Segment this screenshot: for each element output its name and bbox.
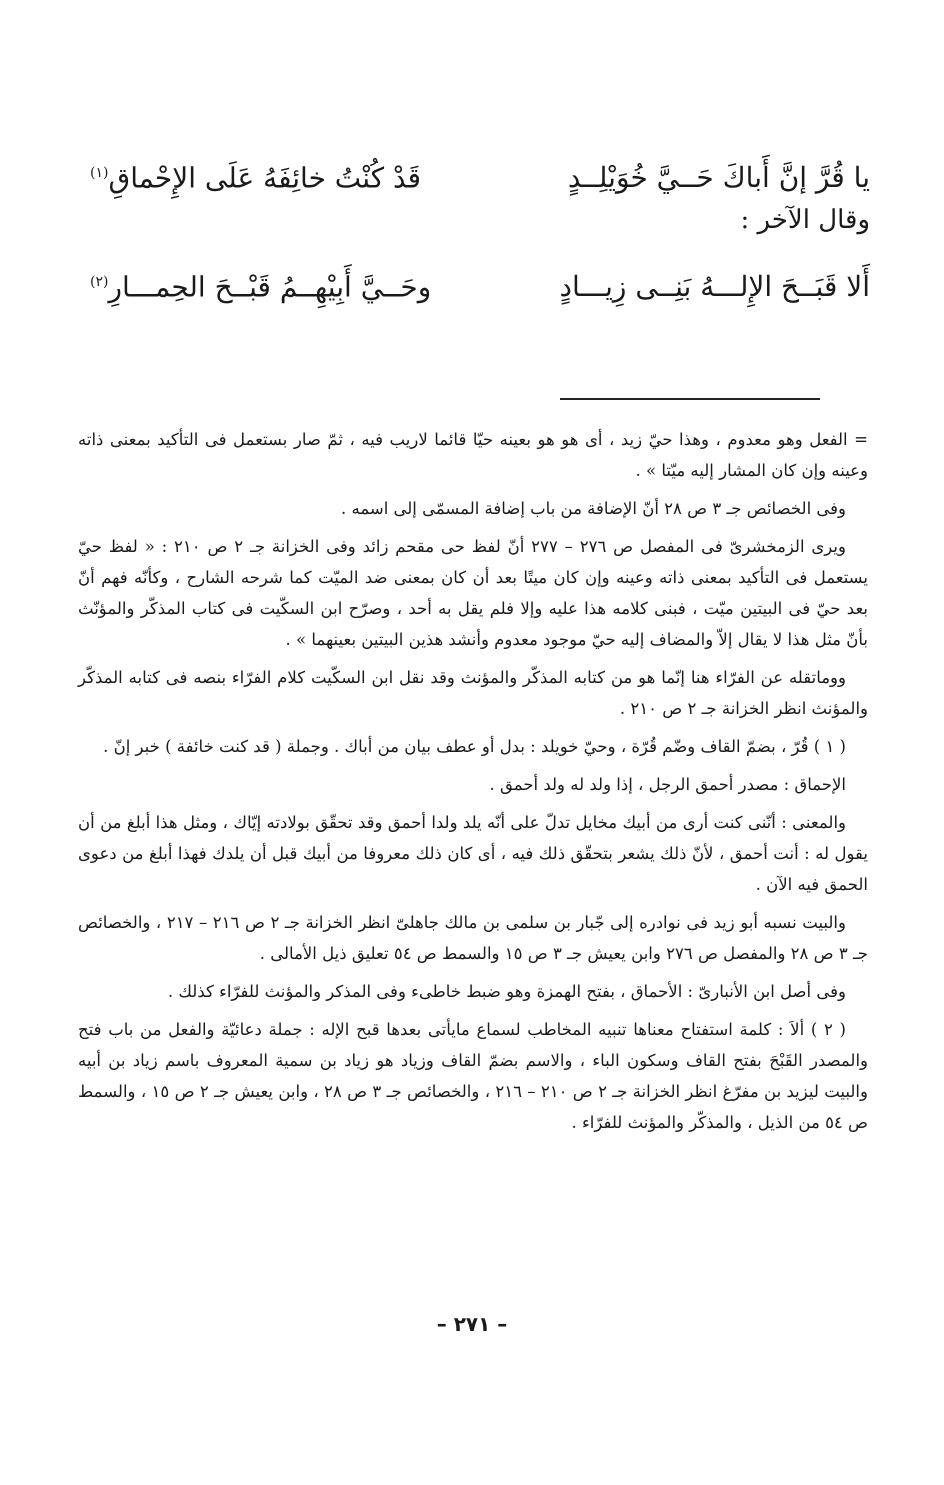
verse-1-second-text: قَدْ كُنْتُ خائِفَهُ عَلَى الإِحْماقِ bbox=[108, 161, 422, 195]
verse-2-first-hemistich: أَلا قَبَــحَ الإِلـــهُ بَنِــى زِيـــادٍ bbox=[559, 270, 870, 304]
footnote-paragraph: ويرى الزمخشرىّ فى المفصل ص ٢٧٦ – ٢٧٧ أنّ لفظ حى مقحم زائد وفى الخزانة جـ ٢ ص ٢١٠ : « لفظ حيّ يستعمل فى التأكيد بمعنى ذاته وعينه وإن كان ميتًا بعد أن كان بمعنى ضد الميّت كما شرحه الشارح ، وكأنّه فهم أنّ بعد حيّ فى البيتين ميّت ، فبنى كلامه هذا عليه وإلا فلم يقل به أحد ، وصرّح ابن السكّيت فى كتاب المذكّر والمؤنّث بأنّ مثل هذا لا يقال إلاّ والمضاف إليه حيّ موجود معدوم وأنشد هذين البيتين بعينهما » . bbox=[78, 537, 868, 649]
verse-1-first-hemistich: يا قُرَّ إنَّ أَباكَ حَــيَّ خُوَيْلِــدٍ bbox=[567, 161, 870, 195]
footnotes bbox=[78, 424, 868, 1145]
page-number: – ٢٧١ – bbox=[436, 1312, 508, 1336]
footnote-paragraph: والمعنى : أنّنى كنت أرى من أبيك مخايل تدلّ على أنّه يلد ولدا أحمق وقد تحقّق بولادته إيّاك ، ومثل هذا أبلغ من أن يقول له : أنت أحمق ، لأنّ ذلك يشعر بتحقّق ذلك فيه ، أى كان ذلك معروفا من أبيك قبل أن يلدك فهذا أبلغ من دعوى الحمق فيه الآن . bbox=[78, 813, 868, 894]
footnote-paragraph: ووماتقله عن الفرّاء هنا إنّما هو من كتابه المذكّر والمؤنث وقد نقل ابن السكّيت كلام الفرّاء بنصه فى كتابه المذكّر والمؤنث انظر الخزانة جـ ٢ ص ٢١٠ . bbox=[78, 668, 868, 718]
footnote-paragraph: = الفعل وهو معدوم ، وهذا حيّ زيد ، أى هو هو بعينه حيّا قائما لاريب فيه ، ثمّ صار بستعمل فى التأكيد بمعنى ذاته وعينه وإن كان المشار إليه ميّتا » . bbox=[78, 430, 868, 480]
footnote-1: ( ١ ) قُرّ ، بضمّ القاف وضّم قُرّة ، وحيّ خويلد : بدل أو عطف بيان من أباك . وجملة ( قد كنت خائفة ) خبر إنّ . bbox=[103, 737, 846, 756]
footnote-paragraph: وفى الخصائص جـ ٣ ص ٢٨ أنّ الإضافة من باب إضافة المسمّى إلى اسمه . bbox=[341, 499, 846, 518]
verse-intro: وقال الآخر : bbox=[740, 205, 870, 235]
footnote-paragraph: الإحماق : مصدر أحمق الرجل ، إذا ولد له ولد أحمق . bbox=[489, 775, 846, 794]
footnote-paragraph: والبيت نسبه أبو زيد فى نوادره إلى جّبار بن سلمى بن مالك جاهلىّ انظر الخزانة جـ ٢ ص ٢١٦ – ٢١٧ ، والخصائص جـ ٣ ص ٢٨ والمفصل ص ٢٧٦ وابن يعيش جـ ٣ ص ١٥ والسمط ص ٥٤ تعليق ذيل الأمالى . bbox=[78, 913, 868, 963]
footnote-marker-1: (١) bbox=[90, 165, 109, 181]
footnote-marker-2: (٢) bbox=[90, 274, 109, 290]
verse-line-2 bbox=[90, 262, 870, 307]
footnote-separator bbox=[560, 398, 820, 400]
footnote-2: ( ٢ ) ألاَ : كلمة استفتاح معناها تنبيه المخاطب لسماع مايأتى بعدها قبح الإله : جملة دعائيّة والفعل من باب فتح والمصدر القَبْحَ بفتح القاف وسكون الباء ، والاسم بضمّ القاف وزياد هو زياد بن سمية المعروف باسم زياد بن أبيه والبيت ليزيد بن مفرّغ انظر الخزانة جـ ٢ ص ٢١٠ – ٢١٦ ، والخصائص جـ ٣ ص ٢٨ ، وابن يعيش جـ ٢ ص ١٥ ، والسمط ص ٥٤ من الذيل ، والمذكّر والمؤنث للفرّاء . bbox=[78, 1020, 868, 1132]
footnote-paragraph: وفى أصل ابن الأنبارىّ : الأحماق ، بفتح الهمزة وهو ضبط خاطىء وفى المذكر والمؤنث للفرّاء كذلك . bbox=[167, 982, 846, 1001]
verse-line-1 bbox=[90, 153, 870, 198]
verse-2-second-hemistich bbox=[90, 262, 431, 307]
verse-1-second-hemistich bbox=[90, 153, 421, 198]
verse-2-second-text: وحَــيَّ أَبِيْهِــمُ قَبْــحَ الحِمـــارِ bbox=[108, 270, 432, 304]
